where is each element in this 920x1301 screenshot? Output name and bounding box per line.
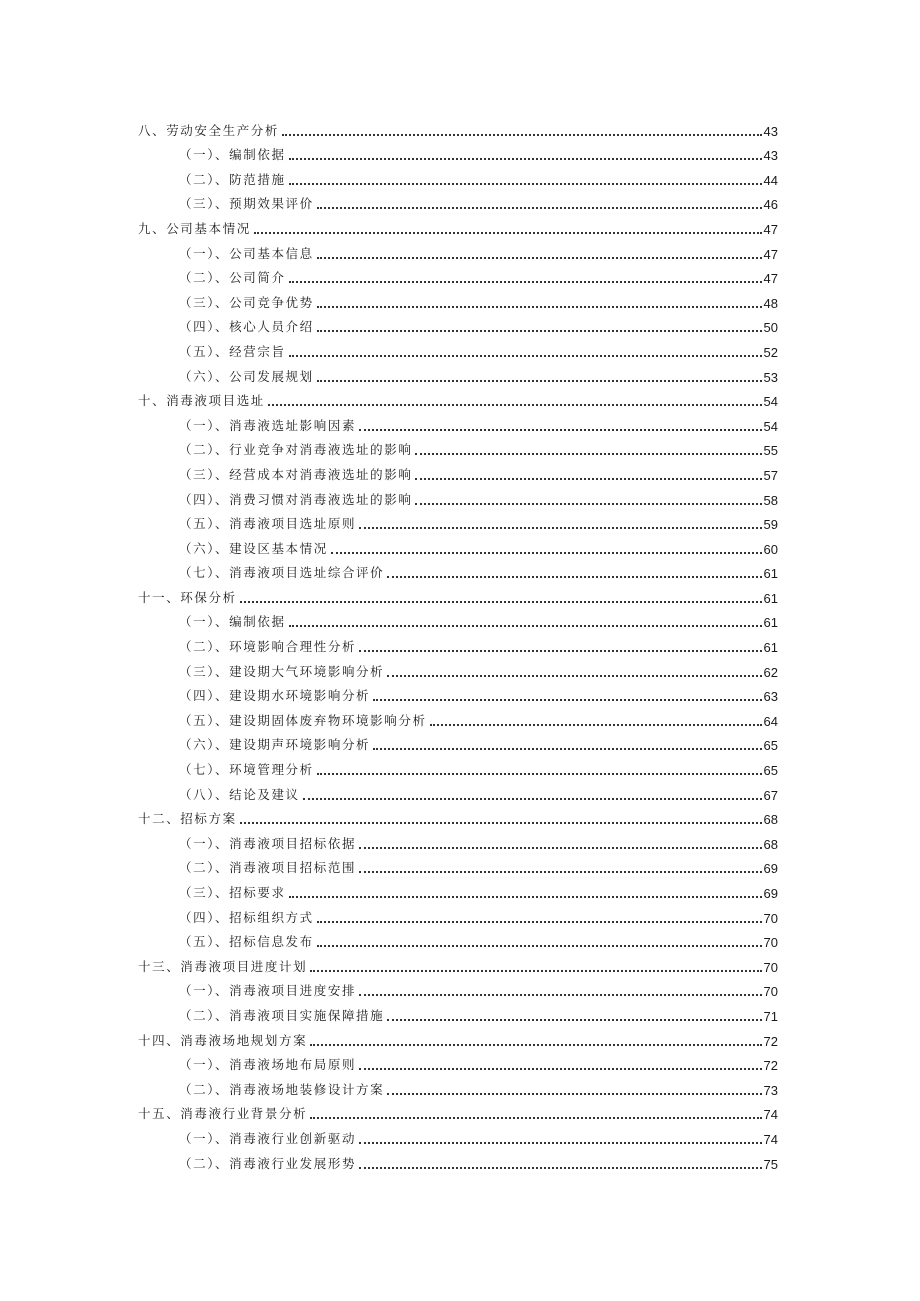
toc-dot-leader xyxy=(240,822,762,824)
toc-dot-leader xyxy=(430,724,762,726)
toc-entry-title: （一）、编制依据 xyxy=(179,614,286,630)
toc-dot-leader xyxy=(359,1142,761,1144)
toc-entry-title: （一）、消毒液项目进度安排 xyxy=(179,983,357,999)
toc-entry-title: （五）、招标信息发布 xyxy=(179,934,314,950)
toc-page-number: 52 xyxy=(763,344,778,360)
toc-dot-leader xyxy=(317,380,762,382)
toc-entry-title: 十一、环保分析 xyxy=(138,589,237,605)
toc-dot-leader xyxy=(359,871,761,873)
toc-page-number: 68 xyxy=(763,836,778,852)
toc-entry-title: （一）、编制依据 xyxy=(179,147,286,163)
toc-dot-leader xyxy=(317,945,762,947)
toc-page-number: 68 xyxy=(763,812,778,828)
toc-page-number: 71 xyxy=(763,1008,778,1024)
toc-section-entry[interactable] xyxy=(138,188,778,213)
toc-section-entry[interactable] xyxy=(138,680,778,705)
toc-dot-leader xyxy=(415,478,761,480)
toc-page-number: 72 xyxy=(763,1033,778,1049)
toc-page-number: 54 xyxy=(763,394,778,410)
toc-section-entry[interactable] xyxy=(138,778,778,803)
toc-dot-leader xyxy=(289,183,762,185)
toc-dot-leader xyxy=(289,281,762,283)
toc-page-number: 69 xyxy=(763,886,778,901)
toc-page-number: 74 xyxy=(763,1107,778,1123)
toc-entry-title: （二）、环境影响合理性分析 xyxy=(179,639,357,655)
toc-section-entry[interactable] xyxy=(138,999,778,1024)
toc-chapter-entry[interactable] xyxy=(138,803,778,828)
toc-dot-leader xyxy=(289,158,762,160)
toc-page-number: 59 xyxy=(763,517,778,533)
toc-entry-title: （二）、消毒液场地装修设计方案 xyxy=(179,1081,385,1097)
toc-section-entry[interactable] xyxy=(138,901,778,926)
toc-page-number: 72 xyxy=(763,1058,778,1074)
toc-section-entry[interactable] xyxy=(138,139,778,164)
toc-section-entry[interactable] xyxy=(138,655,778,680)
toc-page-number: 64 xyxy=(763,713,778,729)
toc-section-entry[interactable] xyxy=(138,409,778,434)
toc-dot-leader xyxy=(387,1093,761,1095)
toc-entry-title: （一）、消毒液选址影响因素 xyxy=(179,417,357,433)
toc-entry-title: 九、公司基本情况 xyxy=(138,220,251,236)
toc-entry-title: （四）、消费习惯对消毒液选址的影响 xyxy=(179,491,413,507)
toc-dot-leader xyxy=(317,921,762,923)
toc-page-number: 61 xyxy=(763,566,778,582)
toc-entry-title: （一）、公司基本信息 xyxy=(179,245,314,261)
toc-section-entry[interactable] xyxy=(138,1073,778,1098)
toc-dot-leader xyxy=(268,404,762,406)
toc-page-number: 48 xyxy=(763,295,778,311)
toc-page-number: 46 xyxy=(763,197,778,213)
toc-chapter-entry[interactable] xyxy=(138,212,778,237)
toc-section-entry[interactable] xyxy=(138,753,778,778)
toc-page-number: 67 xyxy=(763,787,778,803)
toc-dot-leader xyxy=(310,1044,761,1046)
toc-page-number: 60 xyxy=(763,541,778,557)
toc-dot-leader xyxy=(359,429,761,431)
toc-dot-leader xyxy=(359,1068,761,1070)
toc-dot-leader xyxy=(289,896,762,898)
toc-dot-leader xyxy=(415,503,761,505)
toc-page-number: 53 xyxy=(763,369,778,385)
toc-entry-title: （三）、建设期大气环境影响分析 xyxy=(179,663,385,679)
toc-section-entry[interactable] xyxy=(138,1049,778,1074)
toc-entry-title: （八）、结论及建议 xyxy=(179,786,300,802)
toc-section-entry[interactable] xyxy=(138,286,778,311)
toc-dot-leader xyxy=(359,994,761,996)
toc-page-number: 55 xyxy=(763,443,778,459)
toc-page-number: 47 xyxy=(763,271,778,287)
toc-dot-leader xyxy=(331,552,762,554)
toc-page-number: 44 xyxy=(763,172,778,188)
toc-section-entry[interactable] xyxy=(138,508,778,533)
toc-section-entry[interactable] xyxy=(138,434,778,459)
toc-entry-title: 十、消毒液项目选址 xyxy=(138,393,265,409)
toc-section-entry[interactable] xyxy=(138,975,778,1000)
toc-entry-title: （一）、消毒液行业创新驱动 xyxy=(179,1130,357,1146)
toc-entry-title: 十五、消毒液行业背景分析 xyxy=(138,1106,308,1122)
toc-page-number: 65 xyxy=(763,763,778,779)
toc-entry-title: （三）、经营成本对消毒液选址的影响 xyxy=(179,466,413,482)
toc-page-number: 62 xyxy=(763,664,778,680)
toc-dot-leader xyxy=(359,527,761,529)
toc-chapter-entry[interactable] xyxy=(138,1024,778,1049)
toc-entry-title: （七）、环境管理分析 xyxy=(179,762,314,778)
toc-section-entry[interactable] xyxy=(138,1147,778,1172)
toc-section-entry[interactable] xyxy=(138,360,778,385)
toc-dot-leader xyxy=(387,576,761,578)
toc-section-entry[interactable] xyxy=(138,557,778,582)
toc-entry-title: （四）、招标组织方式 xyxy=(179,909,314,925)
toc-dot-leader xyxy=(303,798,762,800)
toc-dot-leader xyxy=(289,355,762,357)
toc-entry-title: （三）、招标要求 xyxy=(179,885,286,900)
toc-dot-leader xyxy=(240,601,762,603)
toc-section-entry[interactable] xyxy=(138,926,778,951)
toc-entry-title: （五）、经营宗旨 xyxy=(179,343,286,359)
toc-section-entry[interactable] xyxy=(138,237,778,262)
toc-page-number: 70 xyxy=(763,910,778,926)
toc-page-number: 70 xyxy=(763,984,778,1000)
toc-entry-title: （二）、消毒液项目实施保障措施 xyxy=(179,1007,385,1023)
toc-dot-leader xyxy=(387,675,761,677)
toc-section-entry[interactable] xyxy=(138,852,778,877)
toc-entry-title: （四）、核心人员介绍 xyxy=(179,319,314,335)
toc-entry-title: （五）、建设期固体废弃物环境影响分析 xyxy=(179,712,427,728)
toc-entry-title: （三）、预期效果评价 xyxy=(179,196,314,212)
toc-entry-title: （一）、消毒液项目招标依据 xyxy=(179,835,357,851)
toc-entry-title: （二）、消毒液项目招标范围 xyxy=(179,860,357,876)
toc-dot-leader xyxy=(387,1019,761,1021)
toc-section-entry[interactable] xyxy=(138,704,778,729)
toc-dot-leader xyxy=(310,970,761,972)
toc-page-number: 74 xyxy=(763,1131,778,1147)
toc-section-entry[interactable] xyxy=(138,876,778,901)
toc-page-number: 65 xyxy=(763,738,778,754)
toc-dot-leader xyxy=(310,1117,761,1119)
toc-chapter-entry[interactable] xyxy=(138,950,778,975)
toc-section-entry[interactable] xyxy=(138,630,778,655)
toc-entry-title: （六）、公司发展规划 xyxy=(179,368,314,384)
toc-entry-title: （五）、消毒液项目选址原则 xyxy=(179,516,357,532)
toc-entry-title: （六）、建设期声环境影响分析 xyxy=(179,737,371,753)
toc-dot-leader xyxy=(373,748,761,750)
toc-section-entry[interactable] xyxy=(138,335,778,360)
toc-dot-leader xyxy=(373,699,761,701)
toc-dot-leader xyxy=(359,650,761,652)
toc-dot-leader xyxy=(359,1167,761,1169)
toc-entry-title: 十三、消毒液项目进度计划 xyxy=(138,958,308,974)
toc-page-number: 43 xyxy=(763,148,778,164)
toc-dot-leader xyxy=(254,232,762,234)
toc-dot-leader xyxy=(359,847,761,849)
table-of-contents xyxy=(138,114,778,1172)
toc-page-number: 47 xyxy=(763,246,778,262)
toc-section-entry[interactable] xyxy=(138,827,778,852)
toc-page-number: 43 xyxy=(763,123,778,139)
toc-dot-leader xyxy=(317,207,762,209)
toc-dot-leader xyxy=(415,453,761,455)
toc-page-number: 57 xyxy=(763,467,778,483)
toc-page-number: 73 xyxy=(763,1082,778,1098)
toc-entry-title: （六）、建设区基本情况 xyxy=(179,540,328,556)
toc-page-number: 58 xyxy=(763,492,778,508)
toc-section-entry[interactable] xyxy=(138,532,778,557)
toc-section-entry[interactable] xyxy=(138,262,778,287)
toc-entry-title: 八、劳动安全生产分析 xyxy=(138,122,280,138)
toc-section-entry[interactable] xyxy=(138,729,778,754)
toc-section-entry[interactable] xyxy=(138,458,778,483)
toc-entry-title: 十四、消毒液场地规划方案 xyxy=(138,1032,308,1048)
toc-section-entry[interactable] xyxy=(138,483,778,508)
toc-page-number: 50 xyxy=(763,320,778,336)
toc-dot-leader xyxy=(317,257,762,259)
toc-entry-title: （二）、行业竞争对消毒液选址的影响 xyxy=(179,442,413,458)
toc-page-number: 61 xyxy=(763,615,778,631)
toc-entry-title: （二）、防范措施 xyxy=(179,171,286,187)
toc-chapter-entry[interactable] xyxy=(138,114,778,139)
toc-dot-leader xyxy=(317,773,762,775)
toc-dot-leader xyxy=(289,625,762,627)
toc-chapter-entry[interactable] xyxy=(138,1098,778,1123)
toc-section-entry[interactable] xyxy=(138,606,778,631)
toc-page-number: 61 xyxy=(763,640,778,656)
toc-entry-title: （三）、公司竞争优势 xyxy=(179,294,314,310)
toc-entry-title: （七）、消毒液项目选址综合评价 xyxy=(179,565,385,581)
toc-page-number: 63 xyxy=(763,689,778,705)
toc-page-number: 47 xyxy=(763,221,778,237)
toc-page-number: 69 xyxy=(763,861,778,877)
toc-section-entry[interactable] xyxy=(138,311,778,336)
toc-page-number: 54 xyxy=(763,418,778,434)
toc-page-number: 61 xyxy=(763,590,778,606)
toc-dot-leader xyxy=(317,306,762,308)
toc-page-number: 75 xyxy=(763,1156,778,1172)
toc-section-entry[interactable] xyxy=(138,1122,778,1147)
toc-section-entry[interactable] xyxy=(138,163,778,188)
toc-entry-title: （四）、建设期水环境影响分析 xyxy=(179,688,371,704)
toc-entry-title: 十二、招标方案 xyxy=(138,811,237,827)
toc-entry-title: （二）、消毒液行业发展形势 xyxy=(179,1155,357,1171)
toc-dot-leader xyxy=(282,134,762,136)
toc-page-number: 70 xyxy=(763,935,778,951)
toc-chapter-entry[interactable] xyxy=(138,385,778,410)
toc-page-number: 70 xyxy=(763,959,778,975)
toc-entry-title: （二）、公司简介 xyxy=(179,270,286,286)
toc-dot-leader xyxy=(317,330,762,332)
toc-entry-title: （一）、消毒液场地布局原则 xyxy=(179,1057,357,1073)
toc-chapter-entry[interactable] xyxy=(138,581,778,606)
